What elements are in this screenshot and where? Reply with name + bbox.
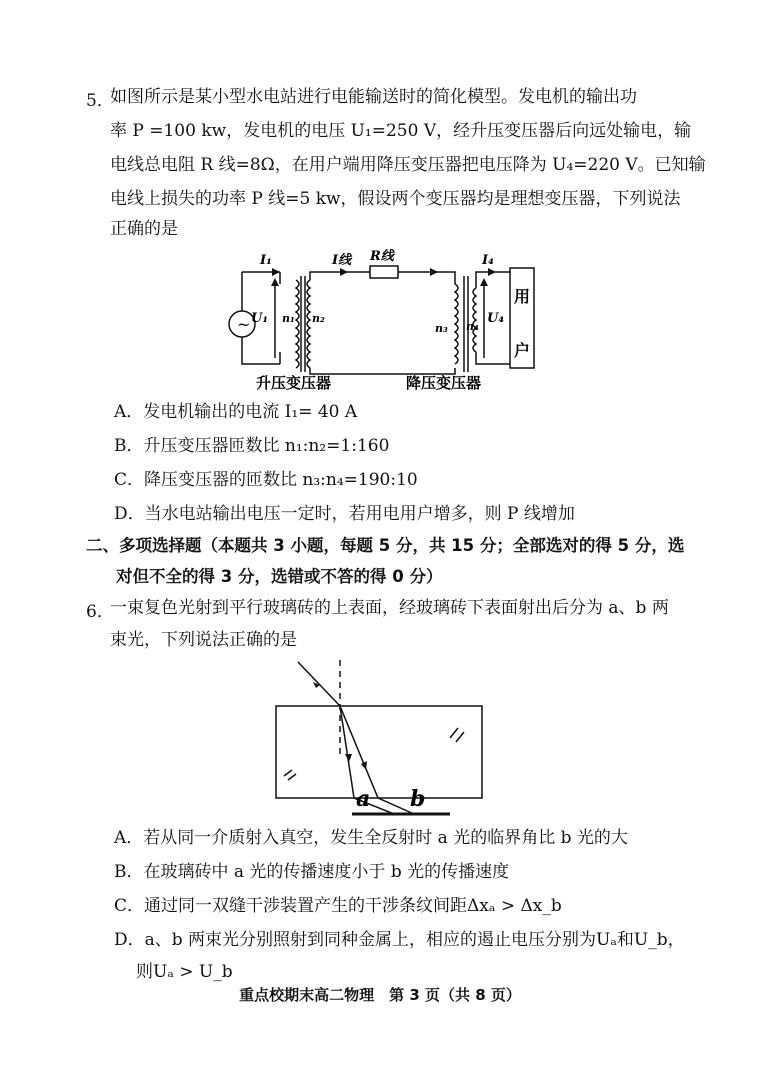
svg-text:n₃: n₃ <box>435 322 448 335</box>
svg-text:R线: R线 <box>370 249 394 264</box>
q5-option-a: A．发电机输出的电流 I₁= 40 A <box>114 402 358 422</box>
incident-ray <box>298 662 340 706</box>
q5-text-line4: 电线上损失的功率 P 线=5 kw，假设两个变压器均是理想变压器，下列说法 <box>110 189 681 209</box>
q5-option-c: C．降压变压器的匝数比 n₃:n₄=190:10 <box>114 470 418 490</box>
svg-text:I₄: I₄ <box>482 253 494 268</box>
q6-option-d-continued: 则Uₐ > U_b <box>136 962 233 982</box>
svg-text:I线: I线 <box>332 253 352 268</box>
question-6-number: 6． <box>86 602 114 622</box>
svg-text:a: a <box>356 786 371 812</box>
svg-text:升压变压器: 升压变压器 <box>256 374 332 392</box>
svg-text:U₁: U₁ <box>251 311 269 326</box>
svg-text:户: 户 <box>514 341 531 360</box>
q6-option-c: C．通过同一双缝干涉装置产生的干涉条纹间距Δxₐ > Δx_b <box>114 896 562 916</box>
svg-text:I₁: I₁ <box>260 253 272 268</box>
svg-text:n₂: n₂ <box>312 312 325 325</box>
q6-option-a: A．若从同一介质射入真空，发生全反射时 a 光的临界角比 b 光的大 <box>114 828 628 848</box>
svg-text:n₁: n₁ <box>282 312 295 325</box>
q6-text-line1: 一束复色光射到平行玻璃砖的上表面，经玻璃砖下表面射出后分为 a、b 两 <box>110 598 669 618</box>
svg-text:降压变压器: 降压变压器 <box>406 374 482 392</box>
q6-option-b: B．在玻璃砖中 a 光的传播速度小于 b 光的传播速度 <box>114 862 510 882</box>
line-resistor <box>370 266 398 278</box>
question-5-number: 5． <box>86 91 114 111</box>
section-2-heading-line2: 对但不全的得 3 分，选错或不答的得 0 分） <box>116 567 443 586</box>
q6-option-d: D．a、b 两束光分别照射到同种金属上，相应的遏止电压分别为Uₐ和U_b， <box>114 930 685 950</box>
svg-text:U₄: U₄ <box>487 311 505 326</box>
page-footer: 重点校期末高二物理 第 3 页（共 8 页） <box>239 986 521 1004</box>
q5-text-line5: 正确的是 <box>110 219 178 239</box>
q5-option-b: B．升压变压器匝数比 n₁:n₂=1:160 <box>114 436 390 456</box>
q6-text-line2: 束光，下列说法正确的是 <box>110 630 297 650</box>
glass-slab <box>276 706 482 798</box>
q5-option-d: D．当水电站输出电压一定时，若用电用户增多，则 P 线增加 <box>114 504 575 524</box>
transmission-circuit-diagram <box>220 244 540 392</box>
svg-text:用: 用 <box>514 287 531 306</box>
q5-text-line2: 率 P =100 kw，发电机的电压 U₁=250 V，经升压变压器后向远处输电，输 <box>110 121 692 141</box>
q5-text-line1: 如图所示是某小型水电站进行电能输送时的简化模型。发电机的输出功 <box>110 87 637 107</box>
refracted-ray-a <box>340 706 354 798</box>
section-2-heading-line1: 二、多项选择题（本题共 3 小题，每题 5 分，共 15 分；全部选对的得 5 分，选 <box>86 536 685 555</box>
generator-tilde: ~ <box>237 315 251 334</box>
q5-text-line3: 电线总电阻 R 线=8Ω，在用户端用降压变压器把电压降为 U₄=220 V。已知输 <box>110 155 706 175</box>
glass-slab-diagram <box>270 658 490 818</box>
refracted-ray-b <box>340 706 378 798</box>
svg-text:b: b <box>410 786 426 812</box>
svg-text:n₄: n₄ <box>466 320 479 333</box>
